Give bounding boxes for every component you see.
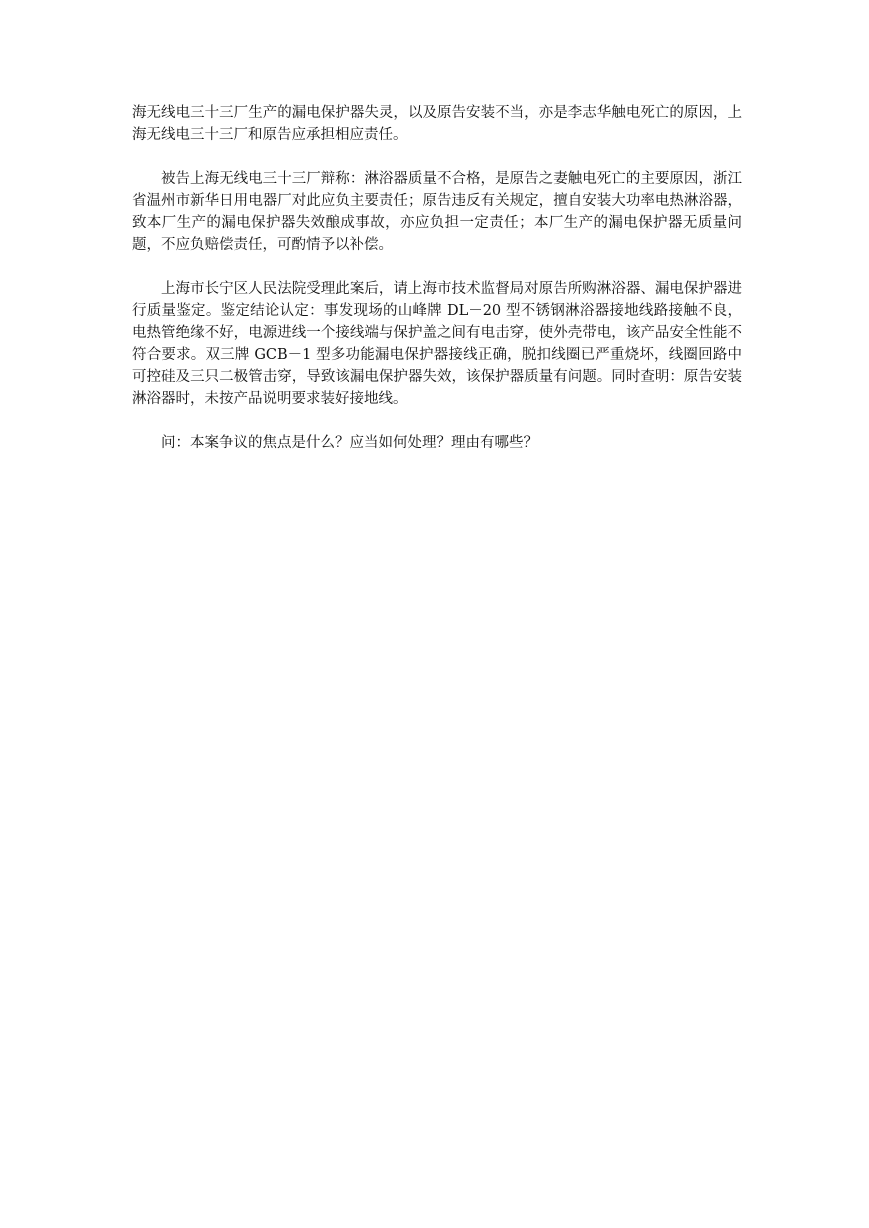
paragraph-continuation: 海无线电三十三厂生产的漏电保护器失灵，以及原告安装不当，亦是李志华触电死亡的原因，上海无线电三十三厂和原告应承担相应责任。 (132, 105, 742, 143)
document-body (132, 102, 742, 476)
paragraph-court-findings: 上海市长宁区人民法院受理此案后，请上海市技术监督局对原告所购淋浴器、漏电保护器进行质量鉴定。鉴定结论认定：事发现场的山峰牌 DL－20 型不锈钢淋浴器接地线路接触不良，电热管绝缘不好，电源进线一个接线端与保护盖之间有电击穿，使外壳带电，该产品安全性能不符合要求。双三牌 GCB－1 型多功能漏电保护器接线正确，脱扣线圈已严重烧坏，线圈回路中可控硅及三只二极管击穿，导致该漏电保护器失效，该保护器质量有问题。同时查明：原告安装淋浴器时，未按产品说明要求装好接地线。 (132, 281, 742, 407)
paragraph-defendant-argument: 被告上海无线电三十三厂辩称：淋浴器质量不合格，是原告之妻触电死亡的主要原因，浙江省温州市新华日用电器厂对此应负主要责任；原告违反有关规定，擅自安装大功率电热淋浴器，致本厂生产的漏电保护器失效酿成事故，亦应负担一定责任；本厂生产的漏电保护器无质量问题，不应负赔偿责任，可酌情予以补偿。 (132, 171, 742, 253)
paragraph-question: 问：本案争议的焦点是什么？应当如何处理？理由有哪些？ (161, 435, 538, 451)
